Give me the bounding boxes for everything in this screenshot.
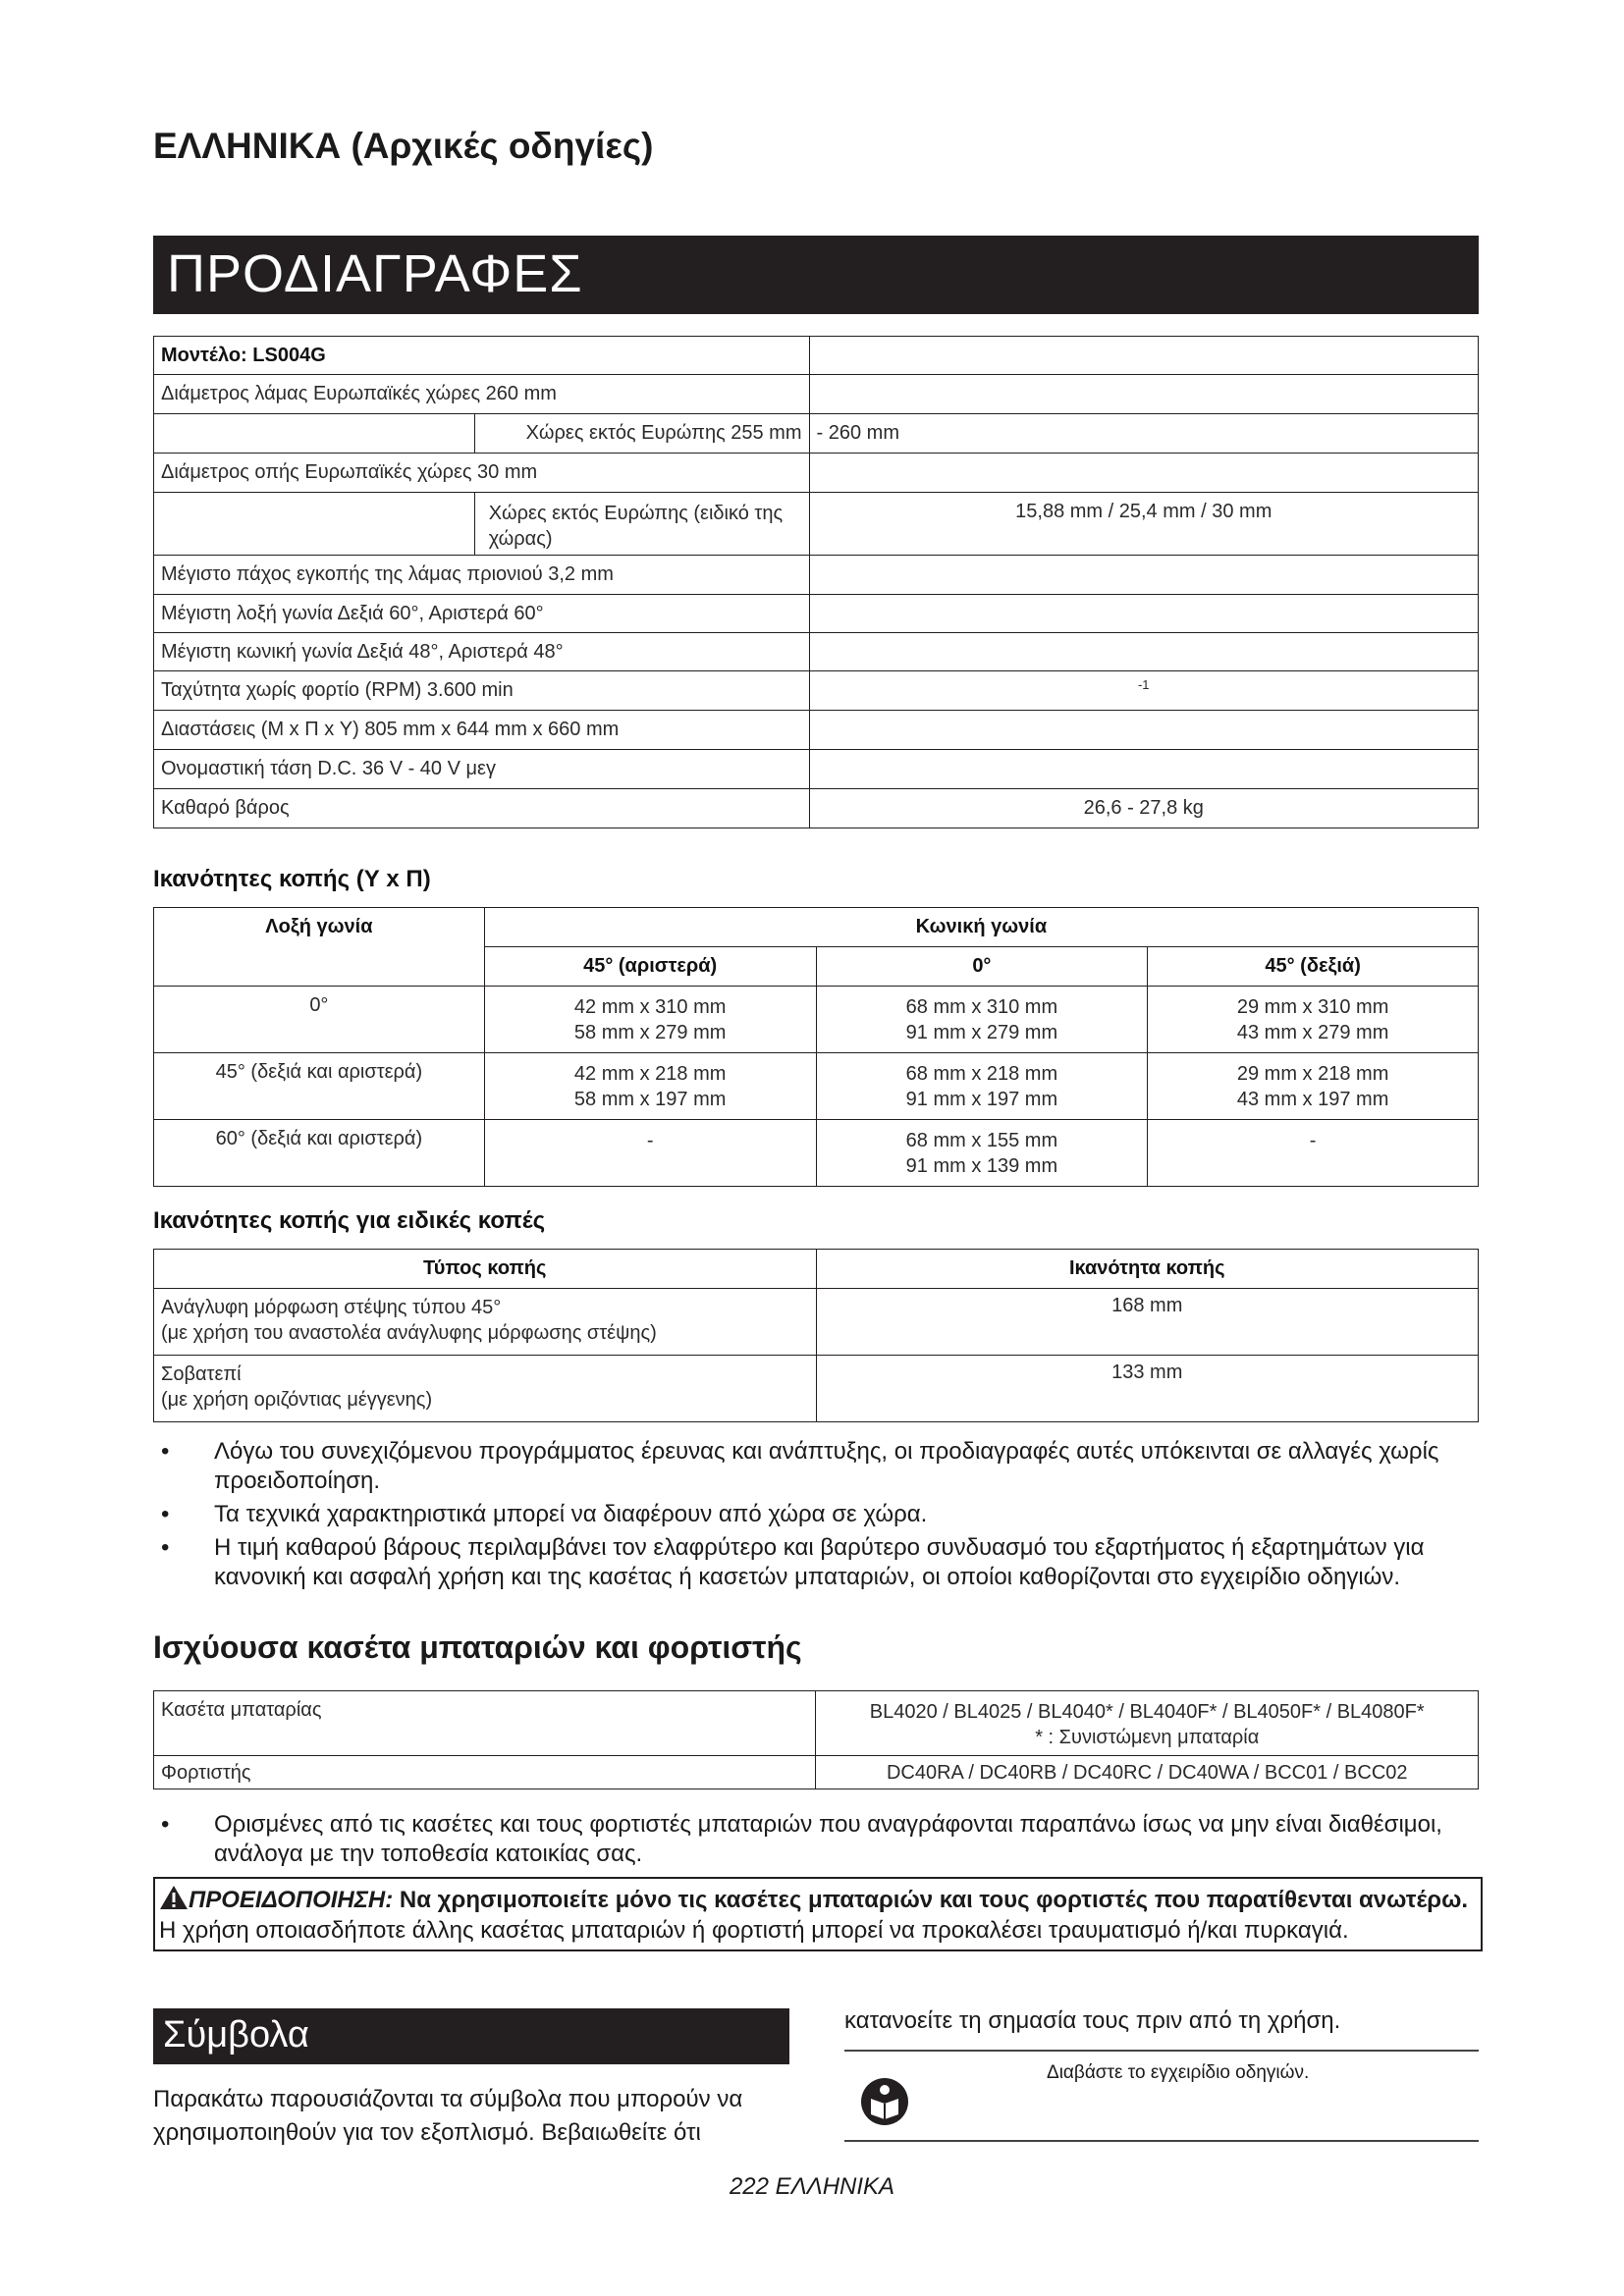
max-miter-angle: Μέγιστη κωνική γωνία Δεξιά 48°, Αριστερά 48°: [154, 633, 810, 671]
battery-notes-list: [153, 1810, 1489, 1869]
list-item: • Λόγω του συνεχιζόμενου προγράμματος έρευνας και ανάπτυξης, οι προδιαγραφές αυτές υπόκεινται σε αλλαγές χωρίς προειδοποίηση.: [153, 1437, 1489, 1496]
table-row: [154, 1356, 1479, 1422]
max-bevel-angle: Μέγιστη λοξή γωνία Δεξιά 60°, Αριστερά 60°: [154, 595, 810, 633]
divider: [844, 2140, 1479, 2142]
no-load-speed: Ταχύτητα χωρίς φορτίο (RPM) 3.600 min: [154, 671, 810, 711]
model-label: Μοντέλο: LS004G: [154, 337, 810, 375]
miter-left-header: 45° (αριστερά): [484, 947, 816, 987]
table-row: [154, 1289, 1479, 1356]
max-kerf: Μέγιστο πάχος εγκοπής της λάμας πριονιού 3,2 mm: [154, 556, 810, 595]
cut-capacity-cell: 133 mm: [816, 1356, 1479, 1422]
capacity-cell: -: [1148, 1120, 1479, 1187]
charger-models: DC40RA / DC40RB / DC40RC / DC40WA / BCC01 / BCC02: [816, 1756, 1479, 1789]
net-weight-value: 26,6 - 27,8 kg: [809, 789, 1478, 828]
bore-diameter-non-eu-value: 15,88 mm / 25,4 mm / 30 mm: [809, 493, 1478, 556]
speed-unit-superscript: -1: [809, 671, 1478, 711]
capacity-cell: 68 mm x 310 mm 91 mm x 279 mm: [816, 987, 1148, 1053]
spec-notes-list: [153, 1437, 1489, 1592]
table-row: [154, 987, 1479, 1053]
bore-diameter-non-eu: Χώρες εκτός Ευρώπης (ειδικό της χώρας): [474, 493, 809, 556]
capacity-cell: 29 mm x 218 mm 43 mm x 197 mm: [1148, 1053, 1479, 1120]
bevel-cell: 45° (δεξιά και αριστερά): [154, 1053, 485, 1120]
read-manual-icon: [860, 2077, 909, 2126]
capacity-cell: 68 mm x 155 mm 91 mm x 139 mm: [816, 1120, 1148, 1187]
bevel-cell: 60° (δεξιά και αριστερά): [154, 1120, 485, 1187]
warning-icon: [159, 1885, 189, 1910]
battery-charger-title: Ισχύουσα κασέτα μπαταριών και φορτιστής: [153, 1629, 802, 1665]
warning-box: [153, 1877, 1483, 1951]
capacity-cell: 42 mm x 310 mm 58 mm x 279 mm: [484, 987, 816, 1053]
special-cuts-table: [153, 1249, 1479, 1422]
capacity-cell: 29 mm x 310 mm 43 mm x 279 mm: [1148, 987, 1479, 1053]
capacity-cell: -: [484, 1120, 816, 1187]
cutting-capacities-title: Ικανότητες κοπής (Υ x Π): [153, 866, 431, 892]
specifications-table: [153, 336, 1479, 828]
blade-diameter-non-eu-value: - 260 mm: [809, 414, 1478, 454]
cut-type-cell: Σοβατεπί (με χρήση οριζόντιας μέγγενης): [154, 1356, 817, 1422]
table-row: [154, 1120, 1479, 1187]
cut-type-header: Τύπος κοπής: [154, 1250, 817, 1289]
cutting-capacities-table: [153, 907, 1479, 1187]
blade-diameter-eu: Διάμετρος λάμας Ευρωπαϊκές χώρες 260 mm: [154, 375, 810, 414]
divider: [844, 2050, 1479, 2052]
warning-bold-text: Να χρησιμοποιείτε μόνο τις κασέτες μπαταριών και τους φορτιστές που παρατίθενται ανωτέρω.: [393, 1887, 1469, 1913]
miter-center-header: 0°: [816, 947, 1148, 987]
symbols-intro-continued: κατανοείτε τη σημασία τους πριν από τη χρήση.: [844, 2007, 1341, 2034]
bevel-cell: 0°: [154, 987, 485, 1053]
special-cuts-title: Ικανότητες κοπής για ειδικές κοπές: [153, 1207, 546, 1234]
bore-diameter-eu: Διάμετρος οπής Ευρωπαϊκές χώρες 30 mm: [154, 454, 810, 493]
battery-cartridge-models: BL4020 / BL4025 / BL4040* / BL4040F* / BL4050F* / BL4080F* * : Συνιστώμενη μπαταρία: [816, 1691, 1479, 1756]
capacity-cell: 68 mm x 218 mm 91 mm x 197 mm: [816, 1053, 1148, 1120]
list-item: • Τα τεχνικά χαρακτηριστικά μπορεί να διαφέρουν από χώρα σε χώρα.: [153, 1500, 1489, 1529]
list-item: • Ορισμένες από τις κασέτες και τους φορτιστές μπαταριών που αναγράφονται παραπάνω ίσως να μην είναι διαθέσιμοι, ανάλογα με την τοποθεσία κατοικίας σας.: [153, 1810, 1489, 1869]
read-manual-text: Διαβάστε το εγχειρίδιο οδηγιών.: [1047, 2062, 1310, 2083]
symbols-section-bar: [153, 2008, 789, 2064]
cut-capacity-header: Ικανότητα κοπής: [816, 1250, 1479, 1289]
miter-right-header: 45° (δεξιά): [1148, 947, 1479, 987]
table-row: [154, 1053, 1479, 1120]
cut-capacity-cell: 168 mm: [816, 1289, 1479, 1356]
symbols-intro: Παρακάτω παρουσιάζονται τα σύμβολα που μπορούν να χρησιμοποιηθούν για τον εξοπλισμό. Βεβαιωθείτε ότι: [153, 2086, 743, 2146]
blade-diameter-non-eu: Χώρες εκτός Ευρώπης 255 mm: [474, 414, 809, 454]
capacity-cell: 42 mm x 218 mm 58 mm x 197 mm: [484, 1053, 816, 1120]
warning-text: Η χρήση οποιασδήποτε άλλης κασέτας μπαταριών ή φορτιστή μπορεί να προκαλέσει τραυματισμό ή/και πυρκαγιά.: [159, 1917, 1349, 1944]
battery-cartridge-label: Κασέτα μπαταρίας: [154, 1691, 816, 1756]
list-item: • Η τιμή καθαρού βάρους περιλαμβάνει τον ελαφρύτερο και βαρύτερο συνδυασμό του εξαρτήματος ή εξαρτημάτων για κανονική και ασφαλή χρήση και της κασέτας ή κασετών μπαταριών, οι οποίοι καθορίζονται στο εγχειρίδιο οδηγιών.: [153, 1533, 1489, 1592]
warning-label: ΠΡΟΕΙΔΟΠΟΙΗΣΗ:: [189, 1887, 394, 1913]
cut-type-cell: Ανάγλυφη μόρφωση στέψης τύπου 45° (με χρήση του αναστολέα ανάγλυφης μόρφωσης στέψης): [154, 1289, 817, 1356]
charger-label: Φορτιστής: [154, 1756, 816, 1789]
net-weight-label: Καθαρό βάρος: [154, 789, 810, 828]
bevel-angle-header: Λοξή γωνία: [154, 908, 485, 987]
symbols-title: Σύμβολα: [163, 2014, 309, 2056]
rated-voltage: Ονομαστική τάση D.C. 36 V - 40 V μεγ: [154, 750, 810, 789]
miter-angle-header: Κωνική γωνία: [484, 908, 1478, 947]
language-title: ΕΛΛΗΝΙΚΑ (Αρχικές οδηγίες): [153, 126, 654, 166]
dimensions: Διαστάσεις (Μ x Π x Υ) 805 mm x 644 mm x 660 mm: [154, 711, 810, 750]
specifications-section-bar: [153, 236, 1479, 314]
specifications-title: ΠΡΟΔΙΑΓΡΑΦΕΣ: [167, 244, 583, 303]
battery-table: [153, 1690, 1479, 1789]
page-footer: 222 ΕΛΛΗΝΙΚΑ: [729, 2173, 895, 2200]
